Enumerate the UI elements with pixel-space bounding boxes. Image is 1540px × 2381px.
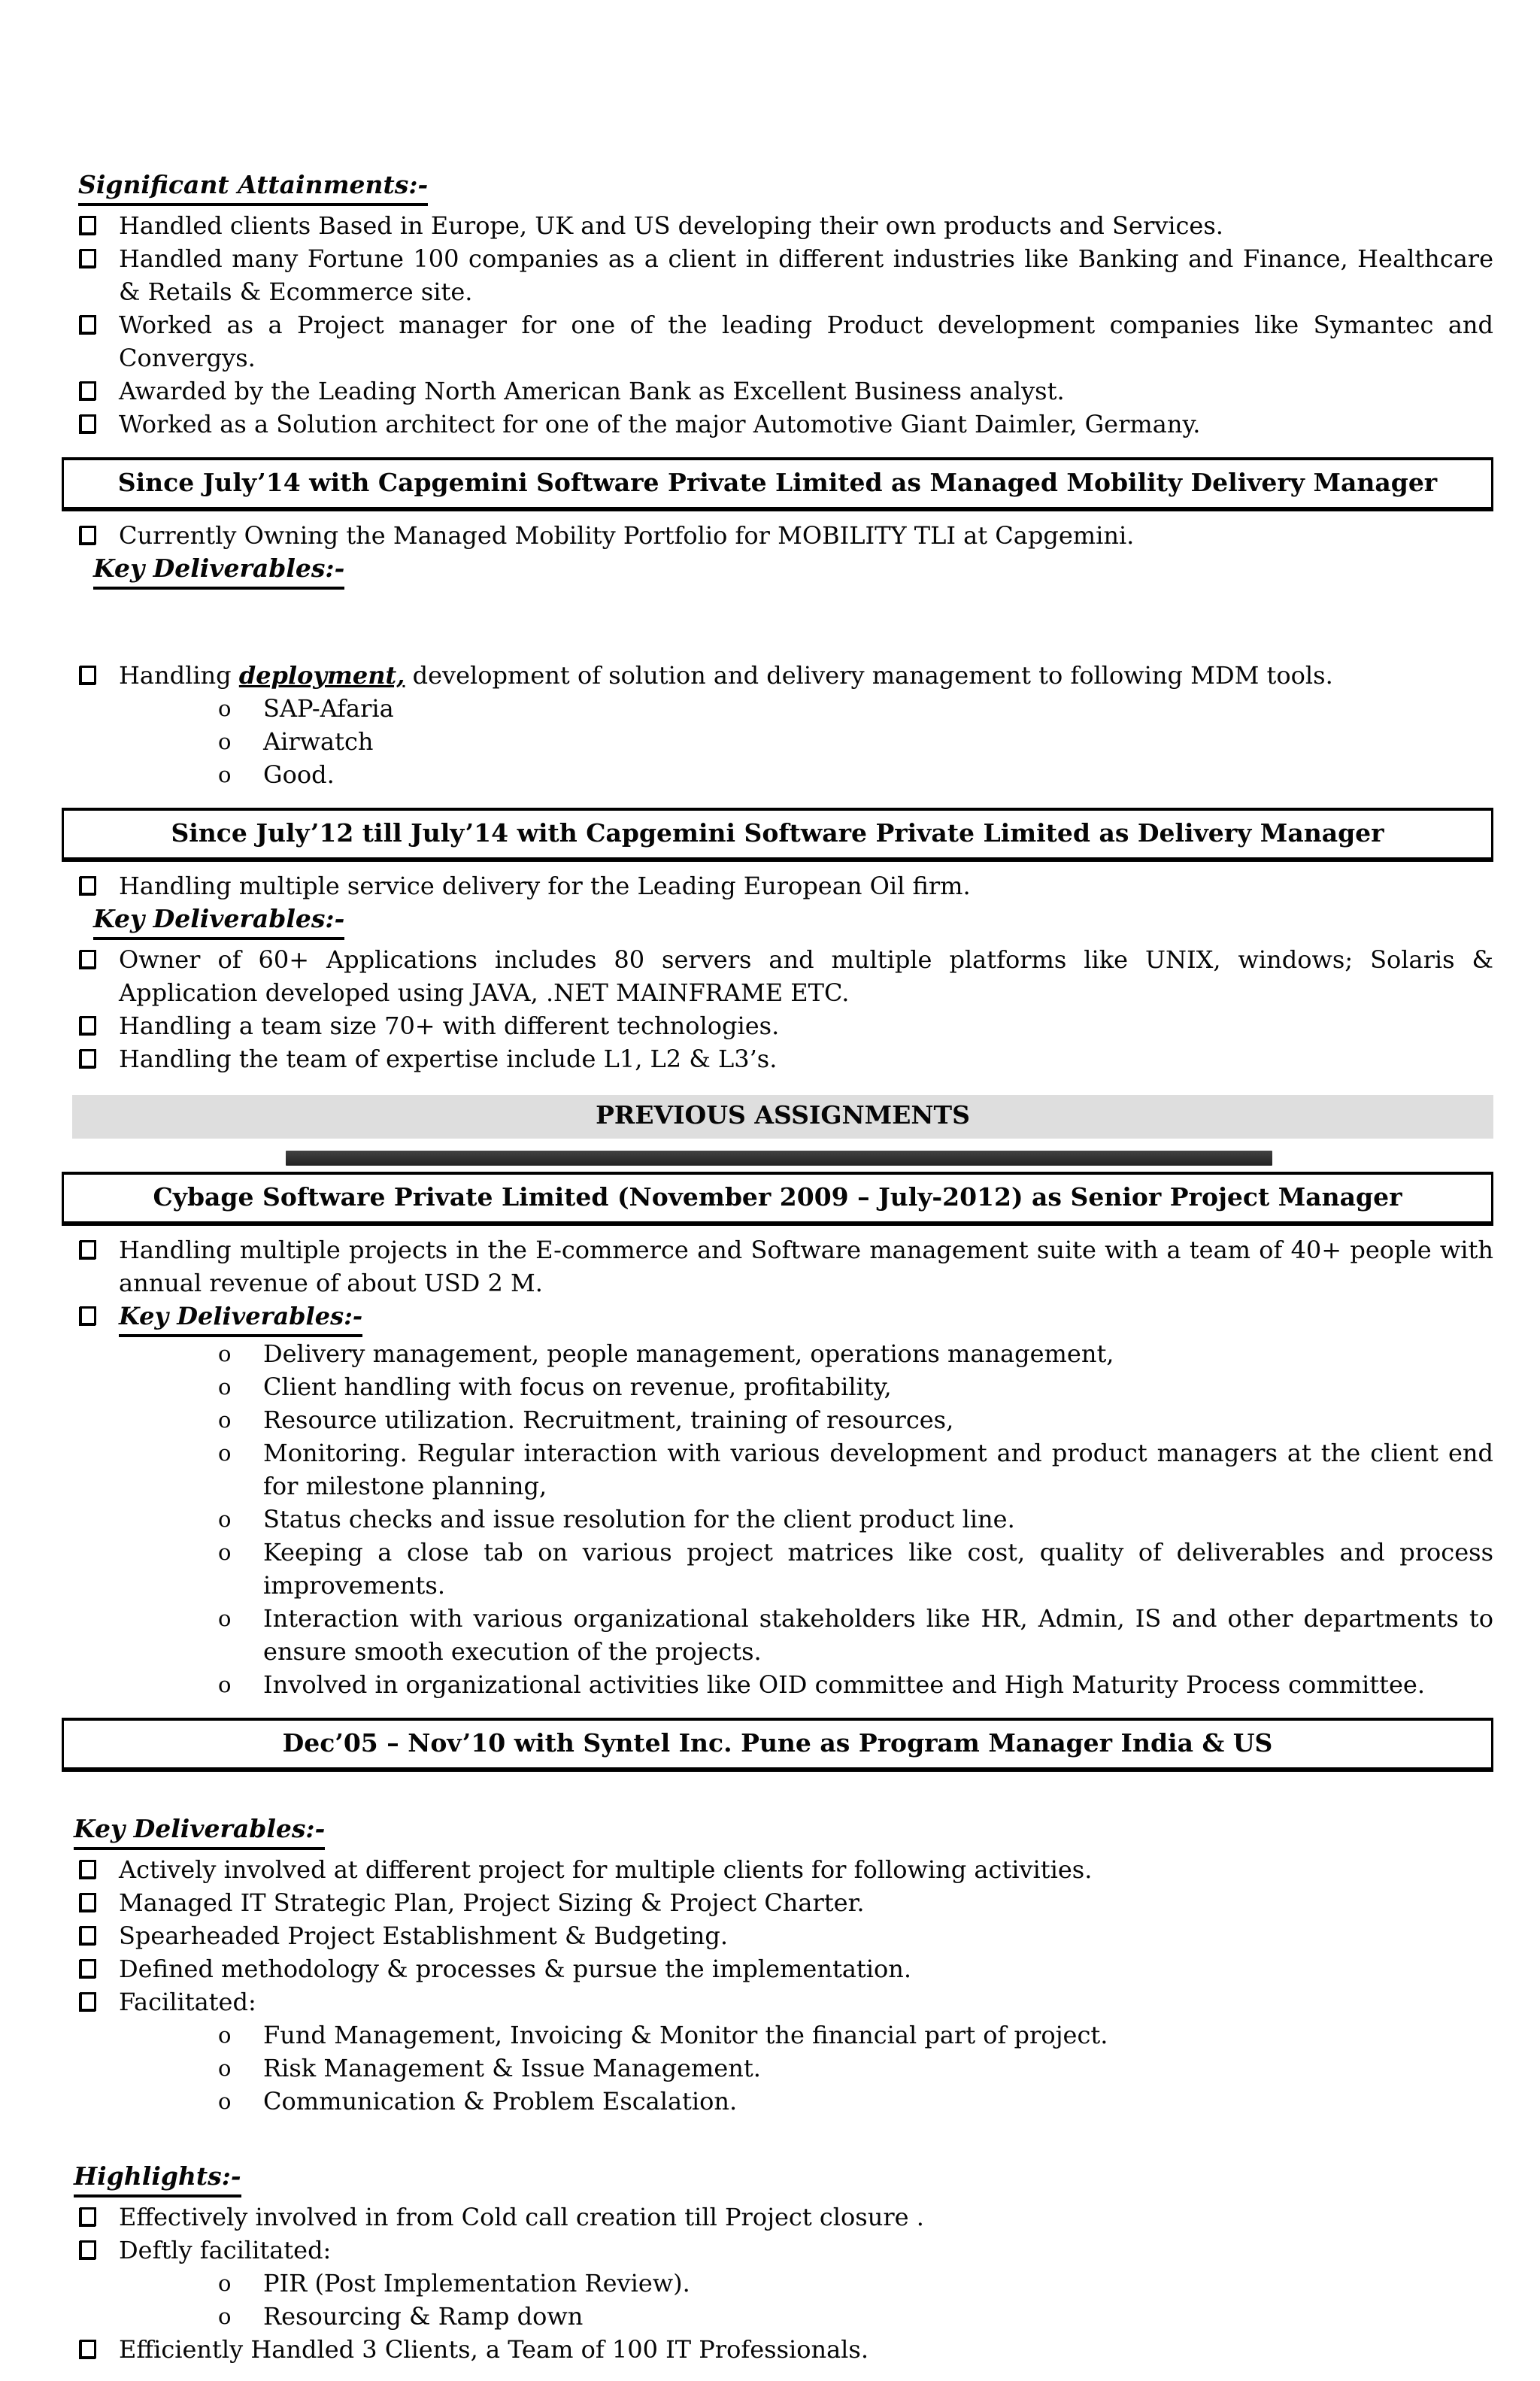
square-bullet-icon <box>80 216 96 235</box>
circle-bullet-icon: o <box>218 1374 232 1400</box>
highlight-item <box>80 2201 1493 2234</box>
box-title: Dec’05 – Nov’10 with Syntel Inc. Pune as Program Manager India & US <box>282 1728 1273 1758</box>
square-bullet-icon <box>80 1926 96 1945</box>
bullet-text: Defined methodology & processes & pursue the implementation. <box>119 1955 912 1983</box>
sub-bullet-item <box>218 1668 1493 1701</box>
circle-bullet-icon: o <box>218 2270 232 2296</box>
attainment-item <box>80 308 1493 375</box>
highlight-text: Effectively involved in from Cold call creation till Project closure . <box>119 2203 924 2231</box>
bullet-text: Actively involved at different project for multiple clients for following activities. <box>119 1855 1093 1884</box>
attainments-heading <box>78 168 1493 206</box>
sub-bullet-item <box>218 1337 1493 1370</box>
circle-bullet-icon: o <box>218 1606 232 1631</box>
square-bullet-icon <box>80 876 96 895</box>
highlight-text: Deftly facilitated: <box>119 2236 332 2264</box>
square-bullet-icon <box>80 526 96 544</box>
key-deliverables-heading-text: Key Deliverables:- <box>119 1300 362 1337</box>
square-bullet-icon <box>80 950 96 969</box>
circle-bullet-icon: o <box>218 2022 232 2048</box>
square-bullet-icon <box>80 1049 96 1068</box>
highlights-heading-text: Highlights:- <box>74 2160 241 2197</box>
bullet-item <box>80 1042 1493 1075</box>
redacted-bar <box>286 1151 1272 1166</box>
facilitated-text: Fund Management, Invoicing & Monitor the financial part of project. <box>263 2021 1108 2049</box>
sub-bullet-item <box>218 2267 1493 2300</box>
attainment-text: Worked as a Project manager for one of the leading Product development companies like Symantec and Convergys. <box>119 311 1493 372</box>
deliverable-text: Status checks and issue resolution for the client product line. <box>263 1505 1015 1533</box>
square-bullet-icon <box>80 1959 96 1978</box>
circle-bullet-icon: o <box>218 1539 232 1565</box>
sub-bullet-item <box>218 1436 1493 1503</box>
highlight-text: Efficiently Handled 3 Clients, a Team of 100 IT Professionals. <box>119 2335 869 2364</box>
bullet-text: Managed IT Strategic Plan, Project Sizing & Project Charter. <box>119 1888 865 1917</box>
attainment-text: Worked as a Solution architect for one of the major Automotive Giant Daimler, Germany. <box>119 410 1201 438</box>
capgemini-delivery-box-header <box>62 808 1493 862</box>
sub-bullet-item <box>218 725 1493 758</box>
bullet-text: Handling multiple projects in the E-commerce and Software management suite with a team of 40+ people with annual revenue of about USD 2 M. <box>119 1236 1493 1297</box>
sub-bullet-item <box>218 2085 1493 2118</box>
circle-bullet-icon: o <box>218 1506 232 1532</box>
square-bullet-icon <box>80 249 96 268</box>
deliverable-text: Delivery management, people management, operations management, <box>263 1339 1114 1368</box>
syntel-box-header <box>62 1718 1493 1772</box>
bullet-item <box>80 1853 1493 1886</box>
highlight-item <box>80 2333 1493 2366</box>
bullet-text: Owner of 60+ Applications includes 80 servers and multiple platforms like UNIX, windows; Solaris & Application developed using JAVA, .NET MAINFRAME ETC. <box>119 945 1493 1007</box>
previous-assignments-title: PREVIOUS ASSIGNMENTS <box>596 1100 970 1130</box>
key-deliverables-bullet <box>80 1300 1493 1337</box>
circle-bullet-icon: o <box>218 1341 232 1366</box>
circle-bullet-icon: o <box>218 696 232 721</box>
square-bullet-icon <box>80 414 96 433</box>
sub-bullet-item <box>218 1503 1493 1536</box>
sub-bullet-item <box>218 692 1493 725</box>
bullet-item <box>80 1233 1493 1300</box>
square-bullet-icon <box>80 2207 96 2226</box>
facilitated-text: Risk Management & Issue Management. <box>263 2054 761 2082</box>
circle-bullet-icon: o <box>218 2088 232 2114</box>
mdm-tool: SAP-Afaria <box>263 694 394 723</box>
bullet-text: Handling a team size 70+ with different technologies. <box>119 1012 780 1040</box>
square-bullet-icon <box>80 2240 96 2259</box>
attainment-item <box>80 408 1493 441</box>
square-bullet-icon <box>80 1992 96 2011</box>
circle-bullet-icon: o <box>218 762 232 787</box>
highlights-heading <box>74 2160 1493 2197</box>
square-bullet-icon <box>80 666 96 684</box>
mdm-tool: Good. <box>263 760 335 789</box>
blank-space <box>62 1779 1493 1812</box>
deliverable-text: Resource utilization. Recruitment, training of resources, <box>263 1406 954 1434</box>
bullet-item <box>80 519 1493 552</box>
sub-bullet-item <box>218 1403 1493 1436</box>
square-bullet-icon <box>80 1306 96 1325</box>
handling-suffix: development of solution and delivery management to following MDM tools. <box>405 661 1333 690</box>
handling-prefix: Handling <box>119 661 239 690</box>
bullet-item <box>80 659 1493 692</box>
key-deliverables-heading <box>74 1812 1493 1850</box>
bullet-item <box>80 1009 1493 1042</box>
bullet-text: Currently Owning the Managed Mobility Portfolio for MOBILITY TLI at Capgemini. <box>119 521 1135 550</box>
circle-bullet-icon: o <box>218 1672 232 1697</box>
bullet-item <box>80 1952 1493 1985</box>
deliverable-text: Keeping a close tab on various project matrices like cost, quality of deliverables and process improvements. <box>263 1538 1493 1600</box>
capgemini-mobility-box-header <box>62 457 1493 511</box>
sub-bullet-item <box>218 1536 1493 1602</box>
sub-bullet-item <box>218 758 1493 791</box>
bullet-item <box>80 1919 1493 1952</box>
cybage-box-header <box>62 1172 1493 1226</box>
bullet-item <box>80 1985 1493 2019</box>
box-title: Since July’14 with Capgemini Software Private Limited as Managed Mobility Delivery Manager <box>117 468 1438 497</box>
circle-bullet-icon: o <box>218 2055 232 2081</box>
square-bullet-icon <box>80 1860 96 1879</box>
square-bullet-icon <box>80 1893 96 1912</box>
deliverable-text: Monitoring. Regular interaction with various development and product managers at the client end for milestone planning, <box>263 1439 1493 1500</box>
attainment-text: Handled clients Based in Europe, UK and US developing their own products and Services. <box>119 211 1223 240</box>
square-bullet-icon <box>80 2340 96 2358</box>
sub-bullet-item <box>218 2052 1493 2085</box>
circle-bullet-icon: o <box>218 1407 232 1433</box>
bullet-text <box>119 659 1333 692</box>
attainment-text: Handled many Fortune 100 companies as a client in different industries like Banking and Finance, Healthcare & Retails & Ecommerce site. <box>119 244 1493 306</box>
bullet-item <box>80 1886 1493 1919</box>
bullet-text: Spearheaded Project Establishment & Budgeting. <box>119 1921 728 1950</box>
highlight-sub-text: PIR (Post Implementation Review). <box>263 2269 690 2298</box>
key-deliverables-heading <box>93 552 1493 590</box>
circle-bullet-icon: o <box>218 1440 232 1466</box>
attainments-heading-text: Significant Attainments:- <box>78 168 428 206</box>
deliverable-text: Involved in organizational activities like OID committee and High Maturity Process committee. <box>263 1670 1425 1699</box>
attainment-item <box>80 242 1493 308</box>
sub-bullet-item <box>218 1370 1493 1403</box>
bullet-text: Handling multiple service delivery for the Leading European Oil firm. <box>119 872 971 900</box>
bullet-item <box>80 943 1493 1009</box>
deployment-emphasis: deployment, <box>238 661 405 690</box>
square-bullet-icon <box>80 1016 96 1035</box>
highlight-sub-text: Resourcing & Ramp down <box>263 2302 584 2331</box>
sub-bullet-item <box>218 1602 1493 1668</box>
sub-bullet-item <box>218 2019 1493 2052</box>
key-deliverables-heading-text: Key Deliverables:- <box>93 902 344 940</box>
key-deliverables-heading <box>93 902 1493 940</box>
attainment-item <box>80 375 1493 408</box>
key-deliverables-heading-text: Key Deliverables:- <box>74 1812 325 1850</box>
attainment-item <box>80 209 1493 242</box>
circle-bullet-icon: o <box>218 2304 232 2329</box>
facilitated-text: Communication & Problem Escalation. <box>263 2087 738 2116</box>
square-bullet-icon <box>80 1240 96 1259</box>
blank-space <box>62 593 1493 659</box>
circle-bullet-icon: o <box>218 729 232 754</box>
square-bullet-icon <box>80 381 96 400</box>
attainment-text: Awarded by the Leading North American Bank as Excellent Business analyst. <box>119 377 1065 405</box>
deliverable-text: Client handling with focus on revenue, profitability, <box>263 1372 892 1401</box>
key-deliverables-heading-text: Key Deliverables:- <box>93 552 344 590</box>
sub-bullet-item <box>218 2300 1493 2333</box>
deliverable-text: Interaction with various organizational stakeholders like HR, Admin, IS and other departments to ensure smooth execution of the projects. <box>263 1604 1493 1666</box>
mdm-tool: Airwatch <box>263 727 374 756</box>
highlight-item <box>80 2234 1493 2267</box>
bullet-item <box>80 869 1493 902</box>
previous-assignments-band <box>72 1095 1493 1139</box>
box-title: Cybage Software Private Limited (November 2009 – July-2012) as Senior Project Manager <box>153 1182 1402 1212</box>
bullet-text: Facilitated: <box>119 1988 256 2016</box>
box-title: Since July’12 till July’14 with Capgemini Software Private Limited as Delivery Manager <box>171 818 1384 848</box>
square-bullet-icon <box>80 315 96 334</box>
bullet-text: Handling the team of expertise include L1, L2 & L3’s. <box>119 1045 778 1073</box>
